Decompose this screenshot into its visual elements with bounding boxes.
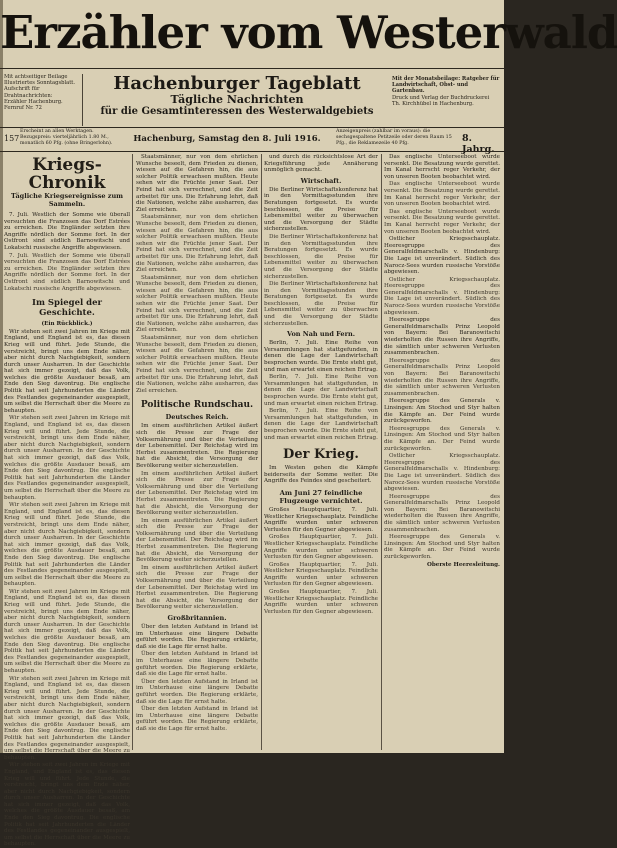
- article-text: und durch die rücksichtslose Art der Kriegsführung jede Annäherung unmöglich gemacht.: [264, 154, 378, 174]
- article-text: Berlin, 7. Juli. Eine Reihe von Versammlungen hat stattgefunden, in denen die Lage der Landwirtschaft besprochen wurde. Die Ernte steht gut, und man erwartet einen reichen Ertrag.: [264, 408, 378, 441]
- spiegel-text: Wir stehen seit zwei Jahren im Kriege mit England, und England ist es, das diesen Krieg will und führt. Jede Stunde, die verstreicht, bringt uns dem Ende näher, aber nicht durch Nachgiebigkeit, sondern durch unser Ausharren. In der Geschichte hat sich immer gezeigt, daß das Volk, welches die größte Ausdauer besaß, am Ende den Sieg davontrug. Die englische Politik hat seit Jahrhunderten die Länder des Festlandes gegeneinander ausgespielt, um selbst die Herrschaft über die Meere zu behaupten.: [4, 588, 130, 674]
- spiegel-text: Wir stehen seit zwei Jahren im Kriege mit England, und England ist es, das diesen Krieg will und führt. Jede Stunde, die verstreicht, bringt uns dem Ende näher, aber nicht durch Nachgiebigkeit, sondern durch unser Ausharren. In der Geschichte hat sich immer gezeigt, daß das Volk, welches die größte Ausdauer besaß, am Ende den Sieg davontrug. Die englische Politik hat seit Jahrhunderten die Länder des Festlandes gegeneinander ausgespielt, um selbst die Herrschaft über die Meere zu behaupten.: [4, 675, 130, 761]
- right-info-box: [392, 76, 500, 118]
- spiegel-text: Wir stehen seit zwei Jahren im Kriege mit England, und England ist es, das diesen Krieg will und führt. Jede Stunde, die verstreicht, bringt uns dem Ende näher, aber nicht durch Nachgiebigkeit, sondern durch unser Ausharren. In der Geschichte hat sich immer gezeigt, daß das Volk, welches die größte Ausdauer besaß, am Ende den Sieg davontrug. Die englische Politik hat seit Jahrhunderten die Länder des Festlandes gegeneinander ausgespielt, um selbst die Herrschaft über die Meere zu behaupten.: [4, 762, 130, 848]
- article-text: Heeresgruppe des Generalfeldmarschalls Prinz Leopold von Bayern: Bei Baranowitschi wiederholten die Russen ihre Angriffe, die sämtlich unter schweren Verlusten zusammenbrachen.: [384, 357, 500, 397]
- spiegel-text: Wir stehen seit zwei Jahren im Kriege mit England, und England ist es, das diesen Krieg will und führt. Jede Stunde, die verstreicht, bringt uns dem Ende näher, aber nicht durch Nachgiebigkeit, sondern durch unser Ausharren. In der Geschichte hat sich immer gezeigt, daß das Volk, welches die größte Ausdauer besaß, am Ende den Sieg davontrug. Die englische Politik hat seit Jahrhunderten die Länder des Festlandes gegeneinander ausgespielt, um selbst die Herrschaft über die Meere zu behaupten.: [4, 328, 130, 414]
- chronik-text: 7. Juli. Westlich der Somme wie überall versuchten die Franzosen das Dorf Estrées zu erreichen. Die Engländer setzten ihre Angriffe nördlich der Somme fort. In der Ostfront sind südlich Barnowitschi und Lokatschi russische Angriffe abgewiesen.: [4, 212, 130, 251]
- article-text: Über den letzten Aufstand in Irland ist im Unterhause eine längere Debatte geführt worden. Die Regierung erklärte, daß sie die Lage für ernst halte.: [136, 678, 258, 705]
- article-text: Ostlicher Kriegsschauplatz. Heeresgruppe des Generalfeldmarschalls v. Hindenburg: Die Lage ist unverändert. Südlich des Narocz-Sees wurden russische Vorstöße abgewiesen.: [384, 276, 500, 316]
- article-text: Heeresgruppe des Generalfeldmarschalls Prinz Leopold von Bayern: Bei Baranowitschi wiederholten die Russen ihre Angriffe, die sämtlich unter schweren Verlusten zusammenbrachen.: [384, 317, 500, 357]
- grossbritannien-heading: Großbritannien.: [167, 614, 227, 622]
- column-divider: [132, 154, 133, 750]
- article-text: Staatsmänner, nur von dem ehrlichen Wunsche beseelt, dem Frieden zu dienen, wiesen auf die Gefahren hin, die aus solcher Politik erwachsen mußten. Heute sehen wir die Früchte jener Saat. Der Feind hat sich verrechnet, und die Zeit arbeitet für uns. Die Erfahrung lehrt, daß die Nationen, welche zähe ausharren, das Ziel erreichen.: [136, 154, 258, 213]
- nah-fern-heading: Von Nah und Fern.: [287, 330, 355, 339]
- spiegel-text: Wir stehen seit zwei Jahren im Kriege mit England, und England ist es, das diesen Krieg will und führt. Jede Stunde, die verstreicht, bringt uns dem Ende näher, aber nicht durch Nachgiebigkeit, sondern durch unser Ausharren. In der Geschichte hat sich immer gezeigt, daß das Volk, welches die größte Ausdauer besaß, am Ende den Sieg davontrug. Die englische Politik hat seit Jahrhunderten die Länder des Festlandes gegeneinander ausgespielt, um selbst die Herrschaft über die Meere zu behaupten.: [4, 502, 130, 588]
- article-text: Heeresgruppe des Generals v. Linsingen: Am Stochod und Styr halten die Kämpfe an. Der Feind wurde zurückgeworfen.: [384, 398, 500, 425]
- right-box-line: Mit der Monatsbeilage: Ratgeber für Landwirtschaft, Obst- und Gartenbau.: [392, 76, 500, 95]
- article-text: Das englische Unterseeboot wurde versenkt. Die Besatzung wurde gerettet. Im Kanal herrscht reger Verkehr, der von unseren Booten beobachtet wird.: [384, 208, 500, 235]
- advertising-note: Anzeigenpreis (zahlbar im voraus): die sechsgespaltene Petitzeile oder deren Raum 15 Pfg., die Reklamezeile 40 Pfg.: [336, 129, 452, 146]
- article-text: Großes Hauptquartier, 7. Juli. Westlicher Kriegsschauplatz. Feindliche Angriffe wurden unter schweren Verlusten für den Gegner abgewiesen.: [264, 561, 378, 588]
- left-box-line: Aufschrift für Drahtnachrichten:: [4, 86, 53, 99]
- volume-year: 8. Jahrg.: [462, 133, 495, 155]
- krieg-heading: Der Krieg.: [283, 447, 359, 463]
- dateline-bottom-rule: [0, 151, 504, 152]
- spiegel-heading: Im Spiegel der Geschichte.: [31, 298, 103, 319]
- left-info-box: [4, 74, 83, 126]
- flugzeuge-heading: Am Juni 27 feindliche Flugzeuge vernichtet.: [279, 488, 363, 505]
- article-text: Großes Hauptquartier, 7. Juli. Westlicher Kriegsschauplatz. Feindliche Angriffe wurden unter schweren Verlusten für den Gegner abgewiesen.: [264, 589, 378, 615]
- right-box-line: Druck und Verlag der Buchdruckerei: [392, 94, 490, 101]
- dateline: [0, 128, 504, 155]
- subtitle-block: [92, 74, 382, 118]
- article-text: Im einem ausführlichen Artikel äußert sich die Presse zur Frage der Volksernährung und über die Verteilung der Lebensmittel. Der Reichstag wird im Herbst zusammentreten. Die Regierung hat die Absicht, die Versorgung der Bevölkerung weiter sicherzustellen.: [136, 564, 258, 611]
- subtitle-line2: Tägliche Nachrichten: [170, 93, 304, 106]
- masthead-title: Erzähler vom Westerwald: [0, 6, 617, 59]
- subtitle-line3: für die Gesamtinteressen des Westerwaldgebiets: [100, 106, 374, 117]
- left-box-line: Illustriertes Sonntagsblatt.: [4, 80, 76, 87]
- chronik-subheading: Tägliche Kriegsereignisse zum Sammeln.: [10, 192, 124, 208]
- spiegel-subheading: (Ein Rückblick.): [41, 321, 93, 328]
- article-text: Berlin, 7. Juli. Eine Reihe von Versammlungen hat stattgefunden, in denen die Lage der Landwirtschaft besprochen wurde. Die Ernte steht gut, und man erwartet einen reichen Ertrag.: [264, 374, 378, 407]
- article-text: Im einem ausführlichen Artikel äußert sich die Presse zur Frage der Volksernährung und über die Verteilung der Lebensmittel. Der Reichstag wird im Herbst zusammentreten. Die Regierung hat die Absicht, die Versorgung der Bevölkerung weiter sicherzustellen.: [136, 517, 258, 564]
- issue-number: 157: [4, 134, 20, 143]
- article-text: Über den letzten Aufstand in Irland ist im Unterhause eine längere Debatte geführt worden. Die Regierung erklärte, daß sie die Lage für ernst halte.: [136, 651, 258, 678]
- wirtschaft-heading: Wirtschaft.: [300, 176, 342, 185]
- column-2: [136, 154, 258, 750]
- masthead-rule: [0, 68, 504, 69]
- subscription-note: Erscheint an allen Werktagen. Bezugspreis: vierteljährlich 1.80 M., monatlich 60 Pfg. (ohne Bringerlohn).: [20, 129, 113, 146]
- column-1: [4, 154, 130, 848]
- article-text: Die Berliner Wirtschaftskonferenz hat in den Vormittagsstunden ihre Beratungen fortgesetzt. Es wurde beschlossen, die Preise für Lebensmittel weiter zu überwachen und die Versorgung der Städte sicherzustellen.: [264, 281, 378, 327]
- article-text: Das englische Unterseeboot wurde versenkt. Die Besatzung wurde gerettet. Im Kanal herrscht reger Verkehr, der von unseren Booten beobachtet wird.: [384, 154, 500, 180]
- article-text: Heeresgruppe des Generals v. Linsingen: Am Stochod und Styr halten die Kämpfe an. Der Feind wurde zurückgeworfen.: [384, 425, 500, 452]
- article-text: Großes Hauptquartier, 7. Juli. Westlicher Kriegsschauplatz. Feindliche Angriffe wurden unter schweren Verlusten für den Gegner abgewiesen.: [264, 506, 378, 533]
- article-text: Heeresgruppe des Generals v. Linsingen: Am Stochod und Styr halten die Kämpfe an. Der Feind wurde zurückgeworfen.: [384, 534, 500, 561]
- chronik-heading: Kriegs- Chronik: [28, 155, 106, 193]
- column-divider: [261, 154, 262, 750]
- subtitle-main: Hachenburger Tageblatt: [113, 73, 361, 94]
- article-text: Staatsmänner, nur von dem ehrlichen Wunsche beseelt, dem Frieden zu dienen, wiesen auf die Gefahren hin, die aus solcher Politik erwachsen mußten. Heute sehen wir die Früchte jener Saat. Der Feind hat sich verrechnet, und die Zeit arbeitet für uns. Die Erfahrung lehrt, daß die Nationen, welche zähe ausharren, das Ziel erreichen.: [136, 335, 258, 394]
- left-box-line: Erzähler Hachenburg. Fernruf Nr. 72: [4, 98, 63, 112]
- article-text: Im einem ausführlichen Artikel äußert sich die Presse zur Frage der Volksernährung und über die Verteilung der Lebensmittel. Der Reichstag wird im Herbst zusammentreten. Die Regierung hat die Absicht, die Versorgung der Bevölkerung weiter sicherzustellen.: [136, 423, 258, 469]
- article-text: Die Berliner Wirtschaftskonferenz hat in den Vormittagsstunden ihre Beratungen fortgesetzt. Es wurde beschlossen, die Preise für Lebensmittel weiter zu überwachen und die Versorgung der Städte sicherzustellen.: [264, 186, 378, 233]
- article-text: Im einem ausführlichen Artikel äußert sich die Presse zur Frage der Volksernährung und über die Verteilung der Lebensmittel. Der Reichstag wird im Herbst zusammentreten. Die Regierung hat die Absicht, die Versorgung der Bevölkerung weiter sicherzustellen.: [136, 470, 258, 517]
- article-text: Staatsmänner, nur von dem ehrlichen Wunsche beseelt, dem Frieden zu dienen, wiesen auf die Gefahren hin, die aus solcher Politik erwachsen mußten. Heute sehen wir die Früchte jener Saat. Der Feind hat sich verrechnet, und die Zeit arbeitet für uns. Die Erfahrung lehrt, daß die Nationen, welche zähe ausharren, das Ziel erreichen.: [136, 274, 258, 334]
- article-text: Ostlicher Kriegsschauplatz. Heeresgruppe des Generalfeldmarschalls v. Hindenburg: Die Lage ist unverändert. Südlich des Narocz-Sees wurden russische Vorstöße abgewiesen.: [384, 453, 500, 493]
- article-text: Staatsmänner, nur von dem ehrlichen Wunsche beseelt, dem Frieden zu dienen, wiesen auf die Gefahren hin, die aus solcher Politik erwachsen mußten. Heute sehen wir die Früchte jener Saat. Der Feind hat sich verrechnet, und die Zeit arbeitet für uns. Die Erfahrung lehrt, daß die Nationen, welche zähe ausharren, das Ziel erreichen.: [136, 214, 258, 274]
- column-4: [384, 154, 500, 750]
- article-text: Über den letzten Aufstand in Irland ist im Unterhause eine längere Debatte geführt worden. Die Regierung erklärte, daß sie die Lage für ernst halte.: [136, 706, 258, 732]
- left-box-line: Mit achtseitiger Beilage: [4, 74, 68, 80]
- column-divider: [381, 154, 382, 750]
- rundschau-subheading: Deutsches Reich.: [165, 413, 229, 422]
- issue-date: Hachenburg, Samstag den 8. Juli 1916.: [133, 134, 321, 144]
- article-text: Heeresgruppe des Generalfeldmarschalls Prinz Leopold von Bayern: Bei Baranowitschi wiederholten die Russen ihre Angriffe, die sämtlich unter schweren Verlusten zusammenbrachen.: [384, 493, 500, 533]
- article-text: Berlin, 7. Juli. Eine Reihe von Versammlungen hat stattgefunden, in denen die Lage der Landwirtschaft besprochen wurde. Die Ernte steht gut, und man erwartet einen reichen Ertrag.: [264, 340, 378, 373]
- binding-edge: [0, 0, 3, 753]
- column-3: [264, 154, 378, 750]
- article-text: Das englische Unterseeboot wurde versenkt. Die Besatzung wurde gerettet. Im Kanal herrscht reger Verkehr, der von unseren Booten beobachtet wird.: [384, 181, 500, 208]
- article-text: Im Westen gehen die Kämpfe beiderseits der Somme weiter. Die Angriffe des Feindes sind gescheitert.: [264, 465, 378, 485]
- article-text: Großes Hauptquartier, 7. Juli. Westlicher Kriegsschauplatz. Feindliche Angriffe wurden unter schweren Verlusten für den Gegner abgewiesen.: [264, 534, 378, 561]
- chronik-text: 7. Juli. Westlich der Somme wie überall versuchten die Franzosen das Dorf Estrées zu erreichen. Die Engländer setzten ihre Angriffe nördlich der Somme fort. In der Ostfront sind südlich Barnowitschi und Lokatschi russische Angriffe abgewiesen.: [4, 252, 130, 292]
- article-text: Über den letzten Aufstand in Irland ist im Unterhause eine längere Debatte geführt worden. Die Regierung erklärte, daß sie die Lage für ernst halte.: [136, 624, 258, 650]
- rundschau-heading: Politische Rundschau.: [140, 400, 254, 411]
- signature-line: Oberste Heeresleitung.: [427, 561, 500, 568]
- article-text: Die Berliner Wirtschaftskonferenz hat in den Vormittagsstunden ihre Beratungen fortgesetzt. Es wurde beschlossen, die Preise für Lebensmittel weiter zu überwachen und die Versorgung der Städte sicherzustellen.: [264, 233, 378, 280]
- right-box-line: Th. Kirchhübel in Hachenburg.: [392, 100, 474, 107]
- spiegel-text: Wir stehen seit zwei Jahren im Kriege mit England, und England ist es, das diesen Krieg will und führt. Jede Stunde, die verstreicht, bringt uns dem Ende näher, aber nicht durch Nachgiebigkeit, sondern durch unser Ausharren. In der Geschichte hat sich immer gezeigt, daß das Volk, welches die größte Ausdauer besaß, am Ende den Sieg davontrug. Die englische Politik hat seit Jahrhunderten die Länder des Festlandes gegeneinander ausgespielt, um selbst die Herrschaft über die Meere zu behaupten.: [4, 415, 130, 501]
- article-text: Ostlicher Kriegsschauplatz. Heeresgruppe des Generalfeldmarschalls v. Hindenburg: Die Lage ist unverändert. Südlich des Narocz-Sees wurden russische Vorstöße abgewiesen.: [384, 236, 500, 276]
